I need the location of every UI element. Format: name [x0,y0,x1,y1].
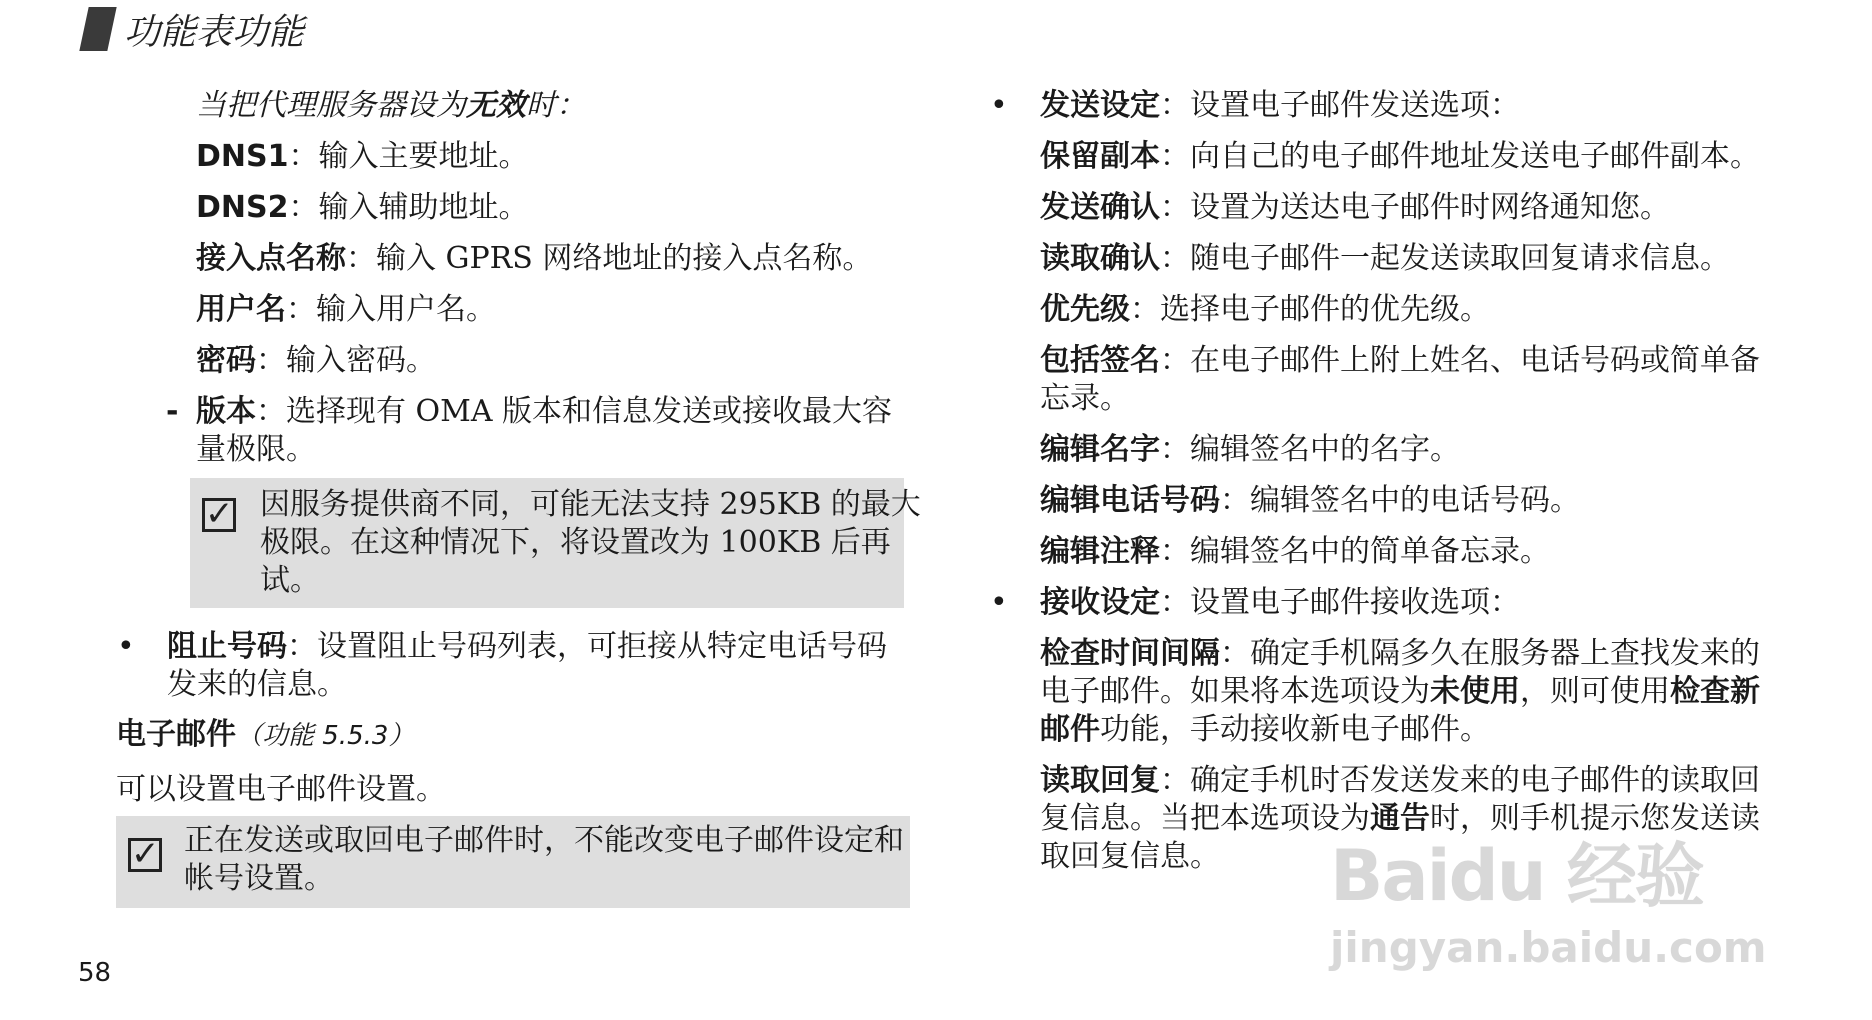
page-number: 58 [78,958,112,988]
priority-item: 优先级：选择电子邮件的优先级。 [1040,292,1490,327]
check-interval-item: 检查时间间隔：确定手机隔多久在服务器上查找发来的 [1040,636,1760,671]
version-item: 版本：选择现有 OMA 版本和信息发送或接收最大容 [196,394,893,429]
username-item: 用户名：输入用户名。 [196,292,496,327]
check-interval-cont-2: 邮件功能，手动接收新电子邮件。 [1040,712,1490,747]
proxy-heading: 当把代理服务器设为无效时： [196,88,586,123]
dns1-item: DNS1：输入主要地址。 [196,139,529,174]
signature-item: 包括签名：在电子邮件上附上姓名、电话号码或简单备 [1040,343,1760,378]
apn-item: 接入点名称：输入 GPRS 网络地址的接入点名称。 [196,241,873,276]
read-confirm-item: 读取确认：随电子邮件一起发送读取回复请求信息。 [1040,241,1730,276]
send-confirm-item: 发送确认：设置为送达电子邮件时网络通知您。 [1040,190,1670,225]
version-item-cont: 量极限。 [196,432,316,467]
dns2-item: DNS2：输入辅助地址。 [196,190,529,225]
block-numbers-cont: 发来的信息。 [167,667,347,702]
read-reply-cont-2: 取回复信息。 [1040,839,1220,874]
note-1-text: 因服务提供商不同，可能无法支持 295KB 的最大 极限。在这种情况下，将设置改为 100KB 后再 试。 [260,487,921,598]
block-bullet: • [117,629,135,664]
read-reply-cont-1: 复信息。当把本选项设为通告时，则手机提示您发送读 [1040,801,1760,836]
note-2-text: 正在发送或取回电子邮件时，不能改变电子邮件设定和 帐号设置。 [184,823,904,896]
block-numbers-item: 阻止号码：设置阻止号码列表，可拒接从特定电话号码 [167,629,887,664]
baidu-watermark [1330,820,1790,970]
send-settings-item: 发送设定：设置电子邮件发送选项： [1040,88,1520,123]
version-dash: - [166,394,179,429]
receive-settings-item: 接收设定：设置电子邮件接收选项： [1040,585,1520,620]
keep-copy-item: 保留副本：向自己的电子邮件地址发送电子邮件副本。 [1040,139,1760,174]
watermark-brand: Baidu 经验 [1330,835,1703,917]
email-section-heading: 电子邮件（功能 5.5.3） [116,717,415,752]
check-interval-cont-1: 电子邮件。如果将本选项设为未使用，则可使用检查新 [1040,674,1760,709]
read-reply-item: 读取回复：确定手机时否发送发来的电子邮件的读取回 [1040,763,1760,798]
receive-bullet: • [990,585,1008,620]
password-item: 密码：输入密码。 [196,343,436,378]
watermark-url: jingyan.baidu.com [1330,923,1767,972]
edit-phone-item: 编辑电话号码：编辑签名中的电话号码。 [1040,483,1580,518]
send-bullet: • [990,88,1008,123]
signature-item-cont: 忘录。 [1040,381,1130,416]
note-box-2 [116,816,910,908]
note-check-icon: ✓ [128,838,162,872]
edit-note-item: 编辑注释：编辑签名中的简单备忘录。 [1040,534,1550,569]
email-description: 可以设置电子邮件设置。 [116,772,446,807]
note-check-icon: ✓ [202,498,236,532]
edit-name-item: 编辑名字：编辑签名中的名字。 [1040,432,1460,467]
note-box-1 [190,478,921,608]
page-title: 功能表功能 [124,11,305,53]
page-header [84,6,304,52]
header-bar-decoration [79,7,116,51]
